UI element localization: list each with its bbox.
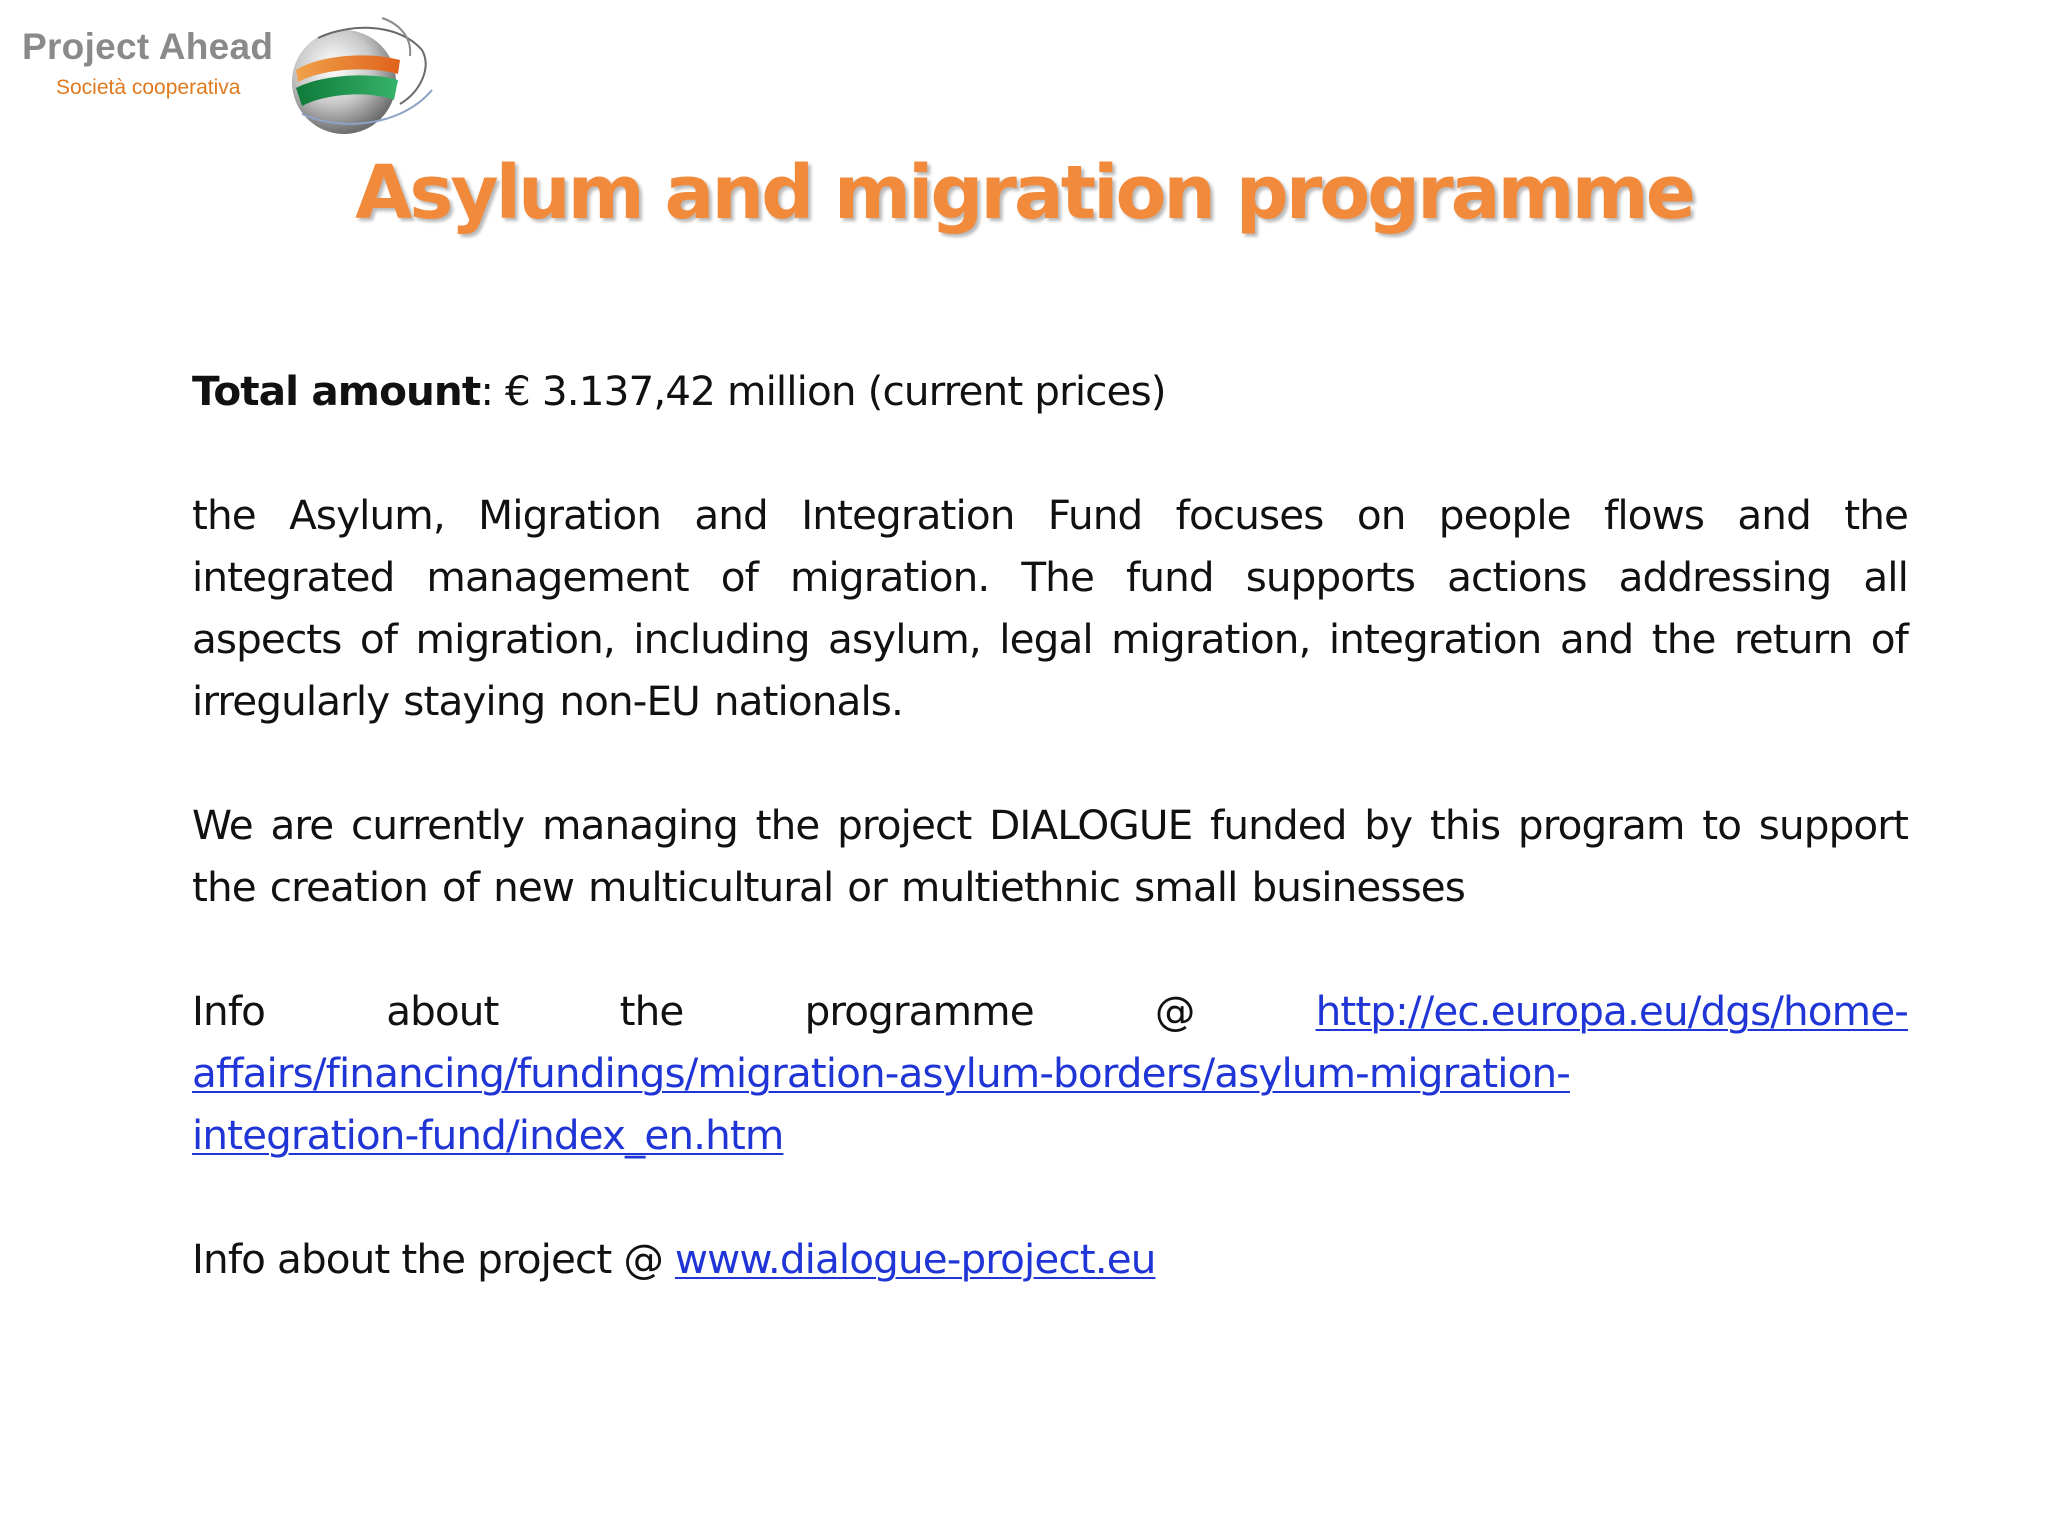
project-info-line [192, 1228, 1908, 1290]
fund-description: the Asylum, Migration and Integration Fund focuses on people flows and the integrated management of migration. The fund supports actions addressing all aspects of migration, including asylum, legal migration, integration and the return of irregularly staying non-EU nationals. [192, 491, 1908, 725]
project-website-link[interactable]: www.dialogue-project.eu [674, 1235, 1156, 1283]
total-amount-line [192, 360, 1908, 422]
logo-subtitle: Società cooperativa [56, 76, 241, 99]
total-amount-label: Total amount [192, 367, 481, 415]
project-ahead-logo [20, 10, 440, 140]
programme-link-continued[interactable]: integration-fund/index_en.htm [192, 1111, 784, 1159]
programme-link[interactable]: http://ec.europa.eu/dgs/home- [1315, 987, 1908, 1035]
logo-name: Project Ahead [22, 26, 274, 67]
project-info-prefix: Info about the project @ [192, 1235, 675, 1283]
slide-content [192, 360, 1908, 1352]
total-amount-value: € 3.137,42 million (current prices) [493, 367, 1166, 415]
programme-info [192, 980, 1908, 1166]
page-title: Asylum and migration programme [355, 150, 1693, 236]
project-description: We are currently managing the project DIALOGUE funded by this program to support the creation of new multicultural or multiethnic small businesses [192, 801, 1908, 911]
total-amount-separator: : [480, 367, 494, 415]
programme-info-word: @ [1154, 987, 1195, 1035]
programme-info-word: programme [804, 987, 1034, 1035]
programme-info-word: about [386, 987, 499, 1035]
programme-link-continued[interactable]: affairs/financing/fundings/migration-asylum-borders/asylum-migration- [192, 1049, 1570, 1097]
programme-info-line [192, 980, 1908, 1042]
programme-info-word: the [619, 987, 684, 1035]
programme-info-word: Info [192, 987, 266, 1035]
globe-icon [282, 10, 442, 140]
